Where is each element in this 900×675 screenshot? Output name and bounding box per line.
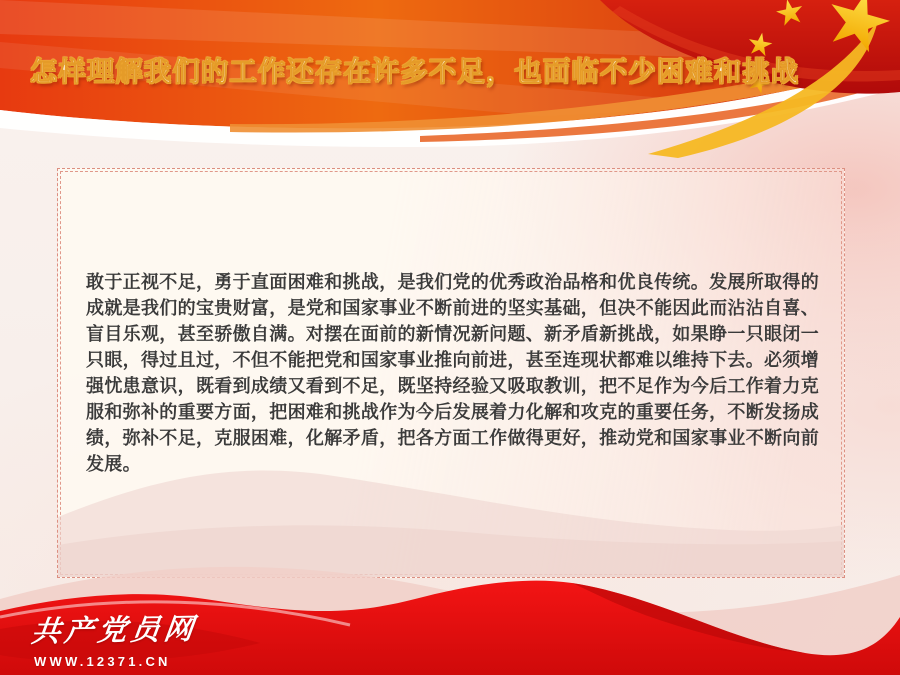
logo-url: WWW.12371.CN — [34, 654, 171, 669]
body-paragraph: 敢于正视不足，勇于直面困难和挑战，是我们党的优秀政治品格和优良传统。发展所取得的成就是我们的宝贵财富，是党和国家事业不断前进的坚实基础，但决不能因此而沾沾自喜、盲目乐观，甚至骄傲自满。对摆在面前的新情况新问题、新矛盾新挑战，如果睁一只眼闭一只眼，得过且过，不但不能把党和国家事业推向前进，甚至连现状都难以维持下去。必须增强忧患意识，既看到成绩又看到不足，既坚持经验又吸取教训，把不足作为今后工作着力克服和弥补的重要方面，把困难和挑战作为今后发展着力化解和攻克的重要任务，不断发扬成绩，弥补不足，克服困难，化解矛盾，把各方面工作做得更好，推动党和国家事业不断向前发展。 — [86, 272, 819, 474]
site-logo — [29, 608, 200, 669]
logo-calligraphy: 共产党员网 — [29, 611, 200, 649]
page-title: 怎样理解我们的工作还存在许多不足，也面临不少困难和挑战 — [30, 57, 800, 87]
content-box — [57, 168, 845, 578]
